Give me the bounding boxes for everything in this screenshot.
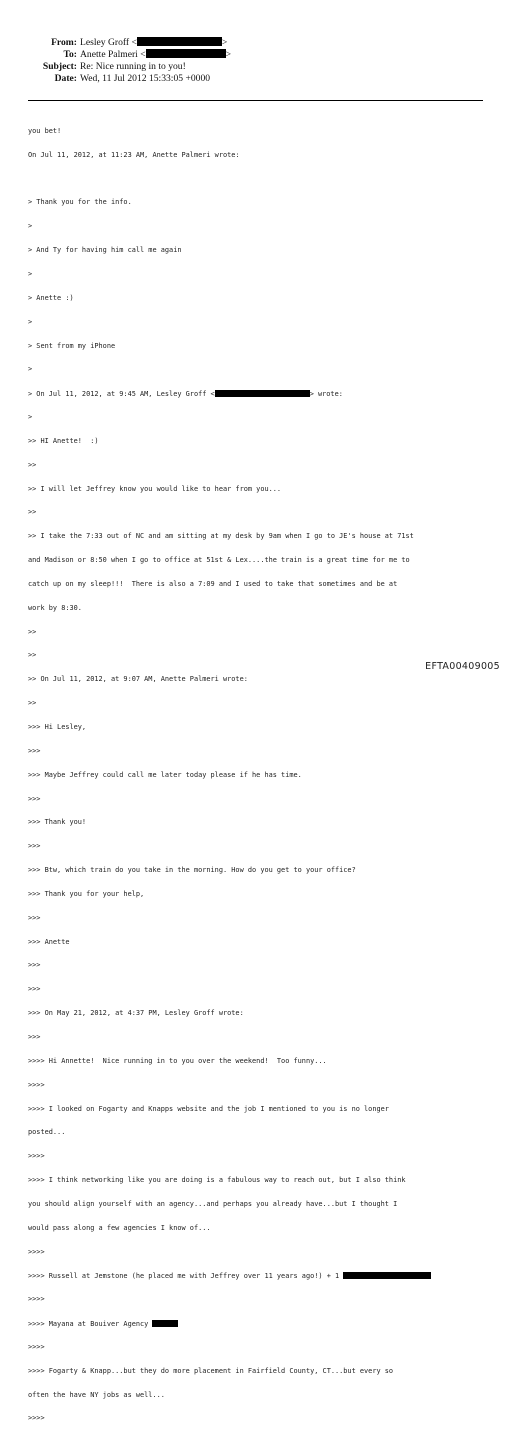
header-divider — [28, 100, 483, 101]
subject-label: Subject: — [42, 61, 77, 72]
redaction-box — [137, 37, 222, 46]
body-line: >>> — [28, 746, 41, 755]
body-line: >> On Jul 11, 2012, at 9:07 AM, Anette Palmeri wrote: — [28, 675, 248, 684]
wrote-suffix: > wrote: — [309, 390, 343, 399]
body-line: On Jul 11, 2012, at 11:23 AM, Anette Palmeri wrote: — [28, 150, 240, 159]
body-line: you bet! — [28, 126, 62, 135]
body-line: >>>> I looked on Fogarty and Knapps website and the job I mentioned to you is no longer — [28, 1104, 389, 1113]
body-line: >>> — [28, 794, 41, 803]
to-value: Anette Palmeri < — [80, 49, 146, 60]
redaction-box — [152, 1320, 178, 1327]
body-line: >> I take the 7:33 out of NC and am sitting at my desk by 9am when I go to JE's house at 71st — [28, 532, 414, 541]
body-line: >>> On May 21, 2012, at 4:37 PM, Lesley Groff wrote: — [28, 1009, 244, 1018]
body-line: > — [28, 269, 33, 278]
header-subject — [0, 61, 320, 73]
body-line — [28, 176, 493, 184]
body-line: >>> — [28, 985, 41, 994]
body-line: >>> — [28, 961, 41, 970]
body-line: >>> — [28, 842, 41, 851]
body-line: >>> Anette — [28, 937, 70, 946]
from-close: > — [221, 37, 228, 48]
body-line: >> — [28, 651, 37, 660]
body-line: > — [28, 317, 33, 326]
body-line: > — [28, 365, 33, 374]
body-line-with-redaction — [28, 390, 493, 398]
body-line-with-redaction — [28, 1320, 493, 1328]
body-line: >>>> Fogarty & Knapp...but they do more placement in Fairfield County, CT...but every so — [28, 1366, 394, 1375]
redaction-box — [146, 49, 226, 58]
agency-line: >>>> Russell at Jemstone (he placed me with Jeffrey over 11 years ago!) + 1 — [28, 1272, 340, 1281]
body-line: and Madison or 8:50 when I go to office at 51st & Lex....the train is a great time for me to — [28, 556, 410, 565]
from-value: Lesley Groff < — [80, 37, 137, 48]
body-line: >> — [28, 627, 37, 636]
document-id: EFTA00409005 — [425, 661, 500, 672]
body-line: >>>> — [28, 1080, 45, 1089]
body-line: work by 8:30. — [28, 603, 82, 612]
body-line: >>>> — [28, 1247, 45, 1256]
body-line: >> — [28, 460, 37, 469]
body-line: catch up on my sleep!!! There is also a 7:09 and I used to take that sometimes and be at — [28, 579, 398, 588]
body-line-with-redaction — [28, 1272, 493, 1280]
from-label: From: — [51, 37, 77, 48]
header-from — [0, 37, 320, 49]
body-line: would pass along a few agencies I know of... — [28, 1223, 211, 1232]
body-line: >> — [28, 699, 37, 708]
subject-value: Re: Nice running in to you! — [80, 61, 186, 72]
body-line: >>> — [28, 1032, 41, 1041]
body-line: >>>> — [28, 1342, 45, 1351]
quoted-intro: > On Jul 11, 2012, at 9:45 AM, Lesley Groff < — [28, 390, 215, 399]
redaction-box — [343, 1272, 431, 1279]
body-line: often the have NY jobs as well... — [28, 1390, 165, 1399]
body-line: >>> Maybe Jeffrey could call me later today please if he has time. — [28, 770, 302, 779]
body-line: >> — [28, 508, 37, 517]
body-line: > — [28, 413, 33, 422]
redaction-box — [215, 390, 310, 397]
to-close: > — [225, 49, 232, 60]
body-line: >>>> I think networking like you are doing is a fabulous way to reach out, but I also think — [28, 1176, 406, 1185]
body-line: > And Ty for having him call me again — [28, 246, 182, 255]
to-label: To: — [63, 49, 77, 60]
date-value: Wed, 11 Jul 2012 15:33:05 +0000 — [80, 73, 211, 84]
body-line: >>>> — [28, 1152, 45, 1161]
header-to — [0, 49, 320, 61]
body-line: >>> — [28, 913, 41, 922]
body-line: posted... — [28, 1128, 66, 1137]
body-line: you should align yourself with an agency...and perhaps you already have...but I thought I — [28, 1199, 398, 1208]
body-line: >>> Thank you for your help, — [28, 889, 145, 898]
body-line: > Thank you for the info. — [28, 198, 132, 207]
body-line: >>> Thank you! — [28, 818, 87, 827]
body-line: >> I will let Jeffrey know you would like to hear from you... — [28, 484, 282, 493]
date-label: Date: — [54, 73, 77, 84]
body-line: >>> Hi Lesley, — [28, 723, 87, 731]
body-line: > — [28, 222, 33, 231]
body-line: >>>> — [28, 1414, 45, 1423]
email-body — [28, 112, 493, 1431]
body-line: > Sent from my iPhone — [28, 341, 116, 350]
header-date — [0, 73, 320, 85]
body-line: >>>> Hi Annette! Nice running in to you over the weekend! Too funny... — [28, 1056, 327, 1065]
agency-line: >>>> Mayana at Bouiver Agency — [28, 1320, 149, 1329]
body-line: >>>> — [28, 1295, 45, 1304]
body-line: >> HI Anette! :) — [28, 436, 99, 445]
body-line: >>> Btw, which train do you take in the morning. How do you get to your office? — [28, 866, 356, 875]
body-line: > Anette :) — [28, 293, 74, 302]
